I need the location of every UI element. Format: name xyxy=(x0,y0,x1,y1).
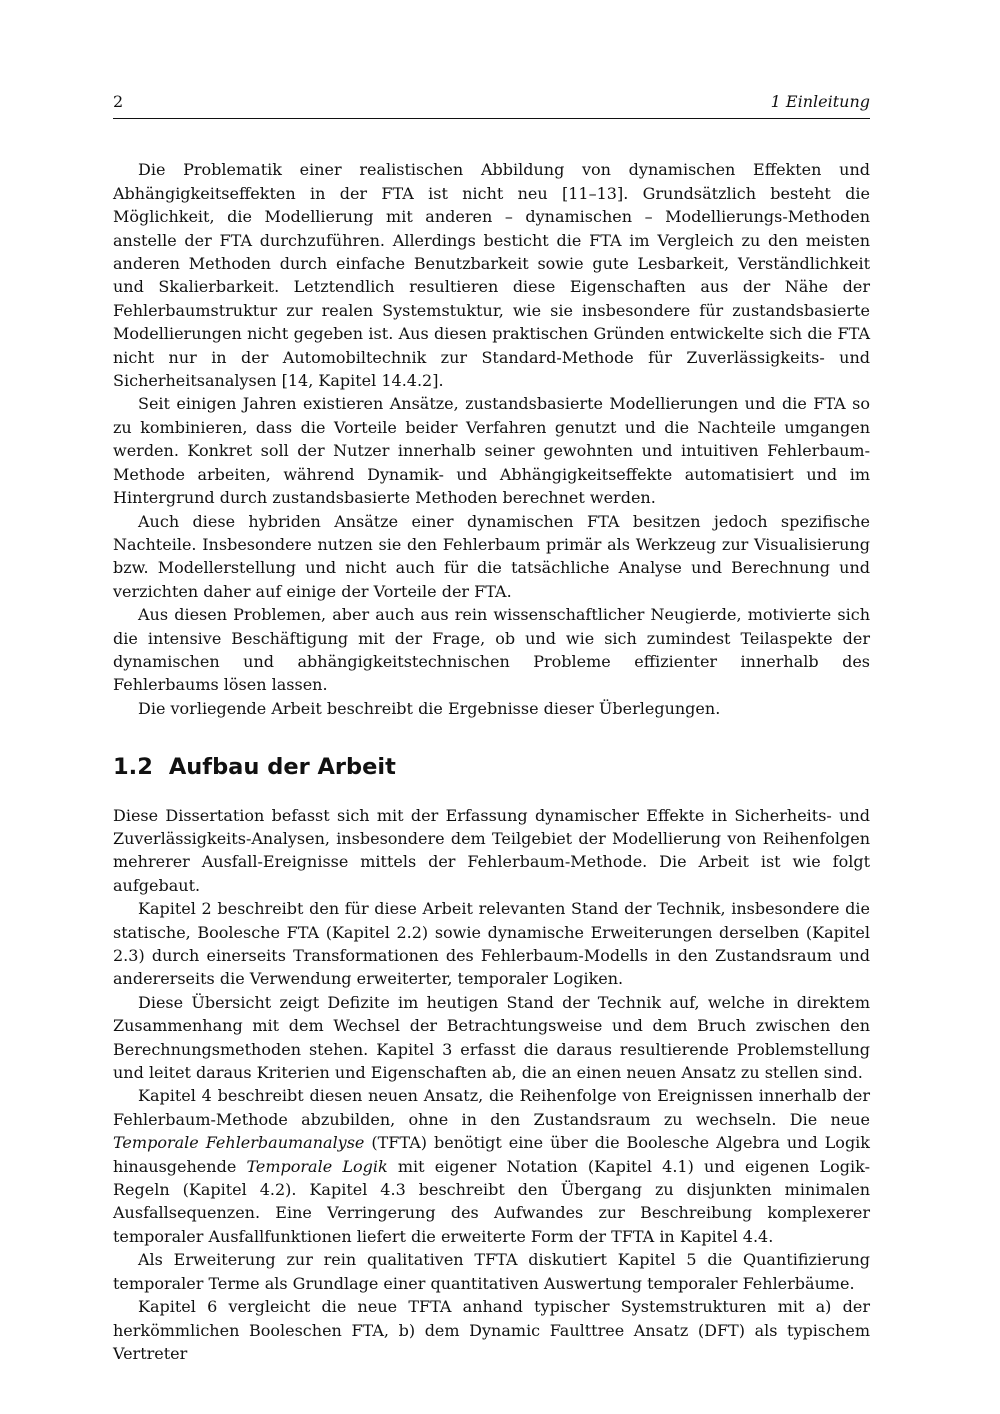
text-run: Kapitel 4 beschreibt diesen neuen Ansatz, die Reihenfolge von Ereignissen innerhalb der Fehlerbaum-Methode abzubilden, ohne in den Zustandsraum zu wechseln. Die neue xyxy=(113,1086,870,1129)
section-aufbau-der-arbeit xyxy=(113,804,870,1366)
body-content xyxy=(113,158,870,1365)
text-run: Kapitel 6 vergleicht die neue TFTA anhand typischer Systemstrukturen mit a) der herkömmlichen Booleschen FTA, b) dem Dynamic Faulttree Ansatz (DFT) als typischem Vertreter xyxy=(113,1297,870,1363)
paragraph xyxy=(113,697,870,720)
paragraph xyxy=(113,1084,870,1248)
paragraph xyxy=(113,1295,870,1365)
text-run: (TFTA) benötigt eine über die Boolesche Algebra und Logik hinausgehende xyxy=(113,1133,870,1176)
italic-text-run: Temporale Fehlerbaumanalyse xyxy=(113,1133,365,1153)
text-run: Diese Dissertation befasst sich mit der Erfassung dynamischer Effekte in Sicherheits- und Zuverlässigkeits-Analysen, insbesondere dem Teilgebiet der Modellierung von Reihenfolgen mehrerer Ausfall-Ereignisse mittels der Fehlerbaum-Methode. Die Arbeit ist wie folgt aufgebaut. xyxy=(113,805,870,895)
text-run: mit eigener Notation (Kapitel 4.1) und eigenen Logik-Regeln (Kapitel 4.2). Kapitel 4.3 beschreibt den Übergang zu disjunkten minimalen Ausfallsequenzen. Eine Verringerung des Aufwandes zur Beschreibung komplexerer temporaler Ausfallfunktionen liefert die erweiterte Form der TFTA in Kapitel 4.4. xyxy=(113,1156,870,1246)
page-header xyxy=(113,90,870,118)
running-chapter-title: 1 Einleitung xyxy=(770,92,870,111)
paragraph xyxy=(113,158,870,392)
text-run: Seit einigen Jahren existieren Ansätze, zustandsbasierte Modellierungen und die FTA so zu kombinieren, dass die Vorteile beider Verfahren genutzt und die Nachteile umgangen werden. Konkret soll der Nutzer innerhalb seiner gewohnten und intuitiven Fehlerbaum-Methode arbeiten, während Dynamik- und Abhängigkeitseffekte automatisiert und im Hintergrund durch zustandsbasierte Methoden berechnet werden. xyxy=(113,394,870,508)
paragraph xyxy=(113,392,870,509)
text-run: Kapitel 2 beschreibt den für diese Arbeit relevanten Stand der Technik, insbesondere die statische, Boolesche FTA (Kapitel 2.2) sowie dynamische Erweiterungen derselben (Kapitel 2.3) durch einerseits Transformationen des Fehlerbaum-Modells in den Zustandsraum und andererseits die Verwendung erweiterter, temporaler Logiken. xyxy=(113,899,870,989)
text-run: Als Erweiterung zur rein qualitativen TFTA diskutiert Kapitel 5 die Quantifizierung temporaler Terme als Grundlage einer quantitativen Auswertung temporaler Fehlerbäume. xyxy=(113,1250,870,1293)
paragraph xyxy=(113,1248,870,1295)
section-heading xyxy=(113,756,870,779)
section-title: Aufbau der Arbeit xyxy=(168,754,396,781)
paragraph xyxy=(113,510,870,604)
paragraph xyxy=(113,603,870,697)
text-run: Auch diese hybriden Ansätze einer dynamischen FTA besitzen jedoch spezifische Nachteile. Insbesondere nutzen sie den Fehlerbaum primär als Werkzeug zur Visualisierung bzw. Modellerstellung und nicht auch für die tatsächliche Analyse und Berechnung und verzichten daher auf einige der Vorteile der FTA. xyxy=(113,511,870,601)
text-run: Aus diesen Problemen, aber auch aus rein wissenschaftlicher Neugierde, motivierte sich die intensive Beschäftigung mit der Frage, ob und wie sich zumindest Teilaspekte der dynamischen und abhängigkeitstechnischen Probleme effizienter innerhalb des Fehlerbaums lösen lassen. xyxy=(113,605,870,695)
text-run: Diese Übersicht zeigt Defizite im heutigen Stand der Technik auf, welche in direktem Zusammenhang mit dem Wechsel der Betrachtungsweise und dem Bruch zwischen den Berechnungsmethoden stehen. Kapitel 3 erfasst die daraus resultierende Problemstellung und leitet daraus Kriterien und Eigenschaften ab, die an einen neuen Ansatz zu stellen sind. xyxy=(113,992,870,1083)
section-einleitung-continuation xyxy=(113,158,870,720)
section-number: 1.2 xyxy=(113,754,153,781)
page-number: 2 xyxy=(113,92,124,111)
paragraph xyxy=(113,804,870,898)
paragraph xyxy=(113,897,870,991)
text-run: Die Problematik einer realistischen Abbildung von dynamischen Effekten und Abhängigkeitseffekten in der FTA ist nicht neu [11–13]. Grundsätzlich besteht die Möglichkeit, die Modellierung mit anderen – dynamischen – Modellierungs-Methoden anstelle der FTA durchzuführen. Allerdings besticht die FTA im Vergleich zu den meisten anderen Methoden durch einfache Benutzbarkeit sowie gute Lesbarkeit, Verständlichkeit und Skalierbarkeit. Letztendlich resultieren diese Eigenschaften aus der Nähe der Fehlerbaumstruktur zur realen Systemstuktur, wie sie insbesondere für zustandsbasierte Modellierungen nicht gegeben ist. Aus diesen praktischen Gründen entwickelte sich die FTA nicht nur in der Automobiltechnik zur Standard-Methode für Zuverlässigkeits- und Sicherheitsanalysen [14, Kapitel 14.4.2]. xyxy=(113,160,870,391)
text-run: Die vorliegende Arbeit beschreibt die Ergebnisse dieser Überlegungen. xyxy=(138,698,721,718)
header-rule xyxy=(113,118,870,119)
paragraph xyxy=(113,991,870,1085)
italic-text-run: Temporale Logik xyxy=(246,1156,388,1176)
